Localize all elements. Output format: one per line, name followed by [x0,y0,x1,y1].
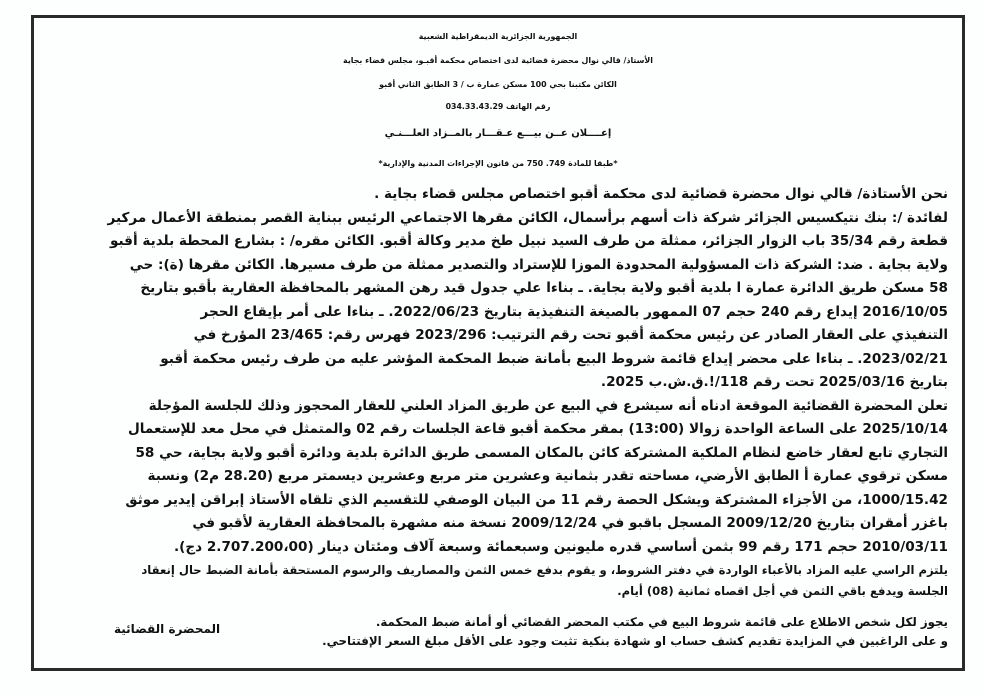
body-line: مسكن ترقوي عمارة أ الطابق الأرضي، مساحته تقدر بثمانية وعشرين متر مربع وعشرين ديسمتر مربع (28.20 م2) ونسبة [147,468,948,484]
body-line: 2023/02/21. ـ بناءا على محضر إيداع قائمة شروط البيع بأمانة ضبط المحكمة المؤشر عليه من طرف رئيس محكمة أقبو [160,350,948,367]
notice-title: إعــــلان عــن بيـــع عـقـــار بالمــزاد العلـــنـي [384,128,612,139]
body-line: لفائدة /: بنك نتيكسيس الجزائر شركة ذات أسهم برأسمال، الكائن مقرها الاجتماعي الرئيس ببناية القصر بمنطقة الأعمال مركير [107,209,948,226]
body-line: التنفيذي على العقار الصادر عن رئيس محكمة أقبو تحت رقم الترتيب: 2023/296 فهرس رقم: 23/465 المؤرخ في [193,327,948,343]
legal-reference: *طبقا للمادة 749. 750 من قانون الإجراءات المدنية والإدارية* [378,159,618,168]
office-address: الكائن مكتبنا بحي 100 مسكن عمارة ب / 3 الطابق الثاني أقبو [379,80,617,89]
republic-heading: الجمهورية الجزائرية الديمقراطية الشعبية [418,32,578,41]
body-line: نحن الأستاذة/ قالي نوال محضرة قضائية لدى محكمة أقبو اختصاص مجلس قضاء بجاية . [374,186,948,202]
body-line: التجاري تابع لعقار خاضع لنظام الملكية المشتركة كائن بالمكان المسمى طريق الدائرة بلدية ودائرة أقبو ولاية بجاية، حي 58 [135,444,948,461]
phone-number: رقم الهاتف 034.33.43.29 [445,102,551,111]
body-line: 2025/10/14 على الساعة الواحدة زوالا (13:00) بمقر محكمة أقبو قاعة الجلسات رقم 02 والمتمثل في محل معد للإستعمال [127,421,948,437]
obligations-line: الجلسة ويدفع باقي الثمن في أجل اقصاه ثمانية (08) أيام. [617,584,948,598]
body-line: 2016/10/05 إيداع رقم 240 حجم 07 الممهور بالصيغة التنفيذية بتاريخ 2022/06/23. ـ بناءا على أمر بإيقاع الحجر [200,303,948,320]
body-line: 2010/03/11 حجم 171 رقم 99 بثمن أساسي قدره مليونين وسبعمائة وسبعة آلاف ومئتان دينار (2.707.200،00 دج). [173,538,948,555]
consult-conditions-line: يجوز لكل شخص الاطلاع على قائمة شروط البيع في مكتب المحضر القضائي أو أمانة ضبط المحكمة. [375,615,948,629]
bailiff-heading: الأستاذ/ قالي نوال محضرة قضائية لدى اختصاص محكمة أقبـو، مجلس قضاء بجاية [343,56,653,65]
notice-body [42,183,948,651]
body-line: 1000/15.42، من الأجزاء المشتركة ويشكل الحصة رقم 11 من البيان الوصفي للتقسيم الذي تلقاه الأستاذ إبراقن إيدير موثق [125,491,948,508]
body-line: باغزر أمقران بتاريخ 2009/12/20 المسجل باقبو في 2009/12/24 نسخة منه مشهرة بالمحافظة العقارية لأقبو في [192,515,948,531]
obligations-line: يلتزم الراسي عليه المزاد بالأعباء الواردة في دفتر الشروط، و يقوم بدفع خمس الثمن والمصاريف والرسوم المستحقة بأمانة الضبط حال إنعقاد [141,563,948,577]
body-line: قطعة رقم 35/34 باب الزوار الجزائر، ممثلة من طرف السيد نبيل طخ مدير وكالة أقبو. الكائن مقره/ : بشارع المحطة بلدية أقبو [109,233,948,249]
body-line: بتاريخ 2025/03/16 تحت رقم 118/!.ق.ش.ب 2025. [600,374,948,390]
body-line: ولاية بجاية . ضد: الشركة ذات المسؤولية المحدودة الموزا للإستراد والتصدير ممثلة من طرف مسيرها. الكائن مقرها (ة): حي [129,256,948,273]
bidders-requirement-line: و على الراغبين في المزايدة تقديم كشف حساب او شهادة بنكية تثبت وجود على الأقل مبلغ السعر الإفتتاحي. [322,634,948,648]
document-frame [31,15,965,671]
body-line: 58 مسكن طريق الدائرة عمارة ا بلدية أقبو ولاية بجاية. ـ بناءا علي جدول قيد رهن المشهر بالمحافظة العقارية بأقبو بتاريخ [140,280,948,296]
body-line: تعلن المحضرة القضائية الموقعة ادناه أنه سيشرع في البيع عن طريق المزاد العلني للعقار المحجوز وذلك للجلسة المؤجلة [148,397,948,414]
signature: المحضرة القضائية [114,622,221,636]
